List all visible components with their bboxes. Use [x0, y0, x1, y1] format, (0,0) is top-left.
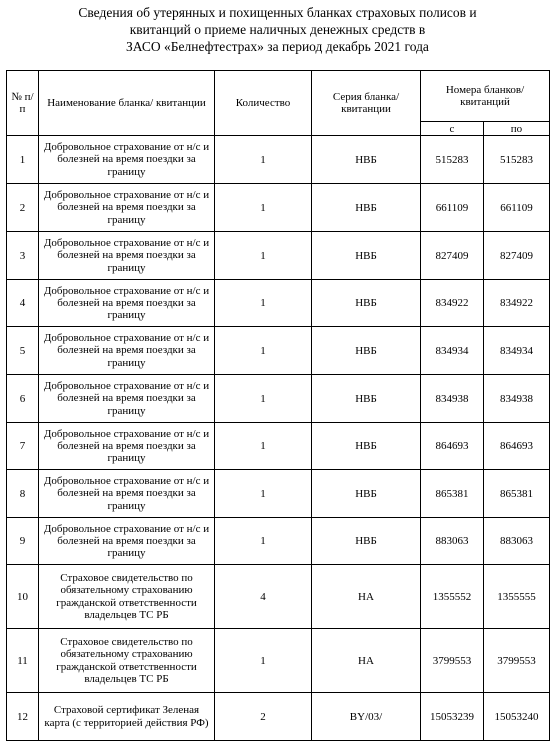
cell-name: Страховой сертификат Зеленая карта (с территорией действия РФ) — [39, 693, 215, 741]
table-row — [7, 184, 550, 232]
lost-forms-table — [6, 70, 550, 741]
cell-num: 10 — [7, 565, 39, 629]
cell-num: 8 — [7, 470, 39, 518]
cell-num: 11 — [7, 629, 39, 693]
cell-to: 834938 — [484, 375, 550, 423]
cell-to: 865381 — [484, 470, 550, 518]
cell-qty: 1 — [215, 470, 312, 518]
cell-from: 3799553 — [421, 629, 484, 693]
table-header-row — [7, 71, 550, 122]
cell-qty: 1 — [215, 518, 312, 565]
cell-series: НВБ — [312, 518, 421, 565]
cell-name: Добровольное страхование от н/с и болезней на время поездки за границу — [39, 184, 215, 232]
table-row — [7, 232, 550, 280]
cell-name: Страховое свидетельство по обязательному страхованию гражданской ответственности владельцев ТС РБ — [39, 629, 215, 693]
cell-from: 15053239 — [421, 693, 484, 741]
cell-num: 2 — [7, 184, 39, 232]
cell-name: Добровольное страхование от н/с и болезней на время поездки за границу — [39, 375, 215, 423]
cell-num: 3 — [7, 232, 39, 280]
cell-num: 9 — [7, 518, 39, 565]
title-line-3: ЗАСО «Белнефтестрах» за период декабрь 2021 года — [126, 39, 429, 54]
table-row — [7, 280, 550, 327]
cell-from: 834922 — [421, 280, 484, 327]
table-row — [7, 375, 550, 423]
cell-series: НВБ — [312, 136, 421, 184]
cell-name: Добровольное страхование от н/с и болезней на время поездки за границу — [39, 280, 215, 327]
cell-qty: 2 — [215, 693, 312, 741]
cell-series: НВБ — [312, 375, 421, 423]
header-series: Серия бланка/ квитанции — [312, 71, 421, 136]
cell-qty: 1 — [215, 280, 312, 327]
cell-from: 883063 — [421, 518, 484, 565]
cell-num: 1 — [7, 136, 39, 184]
cell-series: НВБ — [312, 184, 421, 232]
cell-from: 864693 — [421, 423, 484, 470]
cell-to: 827409 — [484, 232, 550, 280]
table-row — [7, 518, 550, 565]
title-line-2: квитанций о приеме наличных денежных средств в — [129, 22, 426, 37]
table-row — [7, 327, 550, 375]
cell-series: НВБ — [312, 423, 421, 470]
cell-to: 834934 — [484, 327, 550, 375]
cell-series: НВБ — [312, 327, 421, 375]
cell-qty: 1 — [215, 327, 312, 375]
cell-qty: 1 — [215, 184, 312, 232]
header-num: № п/п — [7, 71, 39, 136]
cell-to: 515283 — [484, 136, 550, 184]
cell-series: НВБ — [312, 280, 421, 327]
cell-qty: 1 — [215, 423, 312, 470]
cell-qty: 1 — [215, 375, 312, 423]
cell-series: НА — [312, 565, 421, 629]
cell-name: Добровольное страхование от н/с и болезней на время поездки за границу — [39, 327, 215, 375]
cell-qty: 1 — [215, 629, 312, 693]
table-row — [7, 565, 550, 629]
table-row — [7, 136, 550, 184]
header-qty: Количество — [215, 71, 312, 136]
cell-series: НВБ — [312, 470, 421, 518]
cell-num: 12 — [7, 693, 39, 741]
cell-name: Добровольное страхование от н/с и болезней на время поездки за границу — [39, 136, 215, 184]
cell-num: 4 — [7, 280, 39, 327]
cell-from: 834938 — [421, 375, 484, 423]
cell-qty: 1 — [215, 136, 312, 184]
cell-name: Добровольное страхование от н/с и болезней на время поездки за границу — [39, 232, 215, 280]
cell-from: 865381 — [421, 470, 484, 518]
header-to: по — [484, 122, 550, 136]
cell-num: 5 — [7, 327, 39, 375]
cell-to: 883063 — [484, 518, 550, 565]
cell-to: 864693 — [484, 423, 550, 470]
table-row — [7, 470, 550, 518]
header-from: с — [421, 122, 484, 136]
cell-to: 1355555 — [484, 565, 550, 629]
cell-qty: 4 — [215, 565, 312, 629]
cell-name: Добровольное страхование от н/с и болезней на время поездки за границу — [39, 518, 215, 565]
header-numbers: Номера бланков/квитанций — [421, 71, 550, 122]
cell-name: Страховое свидетельство по обязательному страхованию гражданской ответственности владельцев ТС РБ — [39, 565, 215, 629]
cell-from: 1355552 — [421, 565, 484, 629]
cell-to: 661109 — [484, 184, 550, 232]
cell-to: 15053240 — [484, 693, 550, 741]
cell-qty: 1 — [215, 232, 312, 280]
cell-from: 661109 — [421, 184, 484, 232]
cell-from: 827409 — [421, 232, 484, 280]
cell-from: 834934 — [421, 327, 484, 375]
cell-name: Добровольное страхование от н/с и болезней на время поездки за границу — [39, 470, 215, 518]
cell-num: 6 — [7, 375, 39, 423]
cell-series: НВБ — [312, 232, 421, 280]
table-row — [7, 629, 550, 693]
cell-series: НА — [312, 629, 421, 693]
title-line-1: Сведения об утерянных и похищенных бланках страховых полисов и — [78, 5, 477, 20]
cell-to: 3799553 — [484, 629, 550, 693]
table-body — [7, 136, 550, 741]
cell-series: BY/03/ — [312, 693, 421, 741]
document-title — [0, 4, 555, 55]
cell-num: 7 — [7, 423, 39, 470]
cell-from: 515283 — [421, 136, 484, 184]
header-name: Наименование бланка/ квитанции — [39, 71, 215, 136]
cell-to: 834922 — [484, 280, 550, 327]
cell-name: Добровольное страхование от н/с и болезней на время поездки за границу — [39, 423, 215, 470]
table-row — [7, 423, 550, 470]
table-row — [7, 693, 550, 741]
